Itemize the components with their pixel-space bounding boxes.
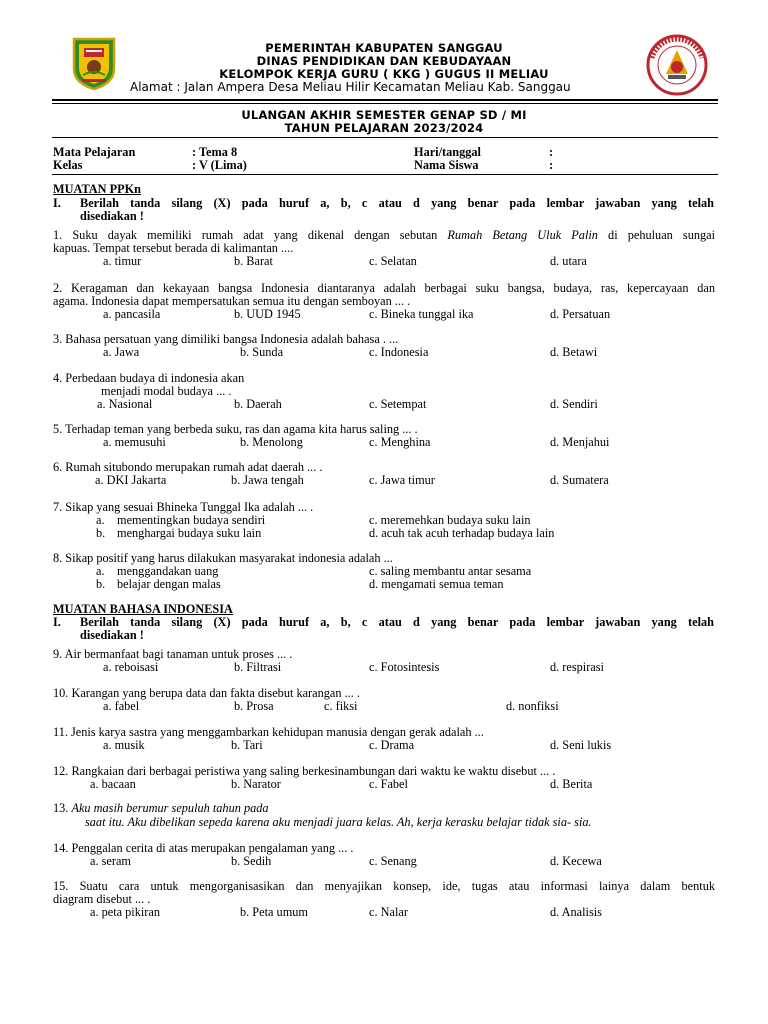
section-bahasa-instruction-cont: disediakan !	[80, 628, 144, 642]
question-11: 11. Jenis karya sastra yang menggambarkan kehidupan manusia dengan gerak adalah ...	[53, 725, 484, 739]
question-6-option-b[interactable]: b. Jawa tengah	[231, 473, 304, 487]
letterhead-rule-thick	[52, 99, 718, 101]
question-1-option-c[interactable]: c. Selatan	[369, 254, 417, 268]
question-5-option-d[interactable]: d. Menjahui	[550, 435, 610, 449]
question-13-passage: Aku masih berumur sepuluh tahun pada	[71, 801, 269, 815]
question-4: 4. Perbedaan budaya di indonesia akan	[53, 371, 245, 385]
question-7-option-a[interactable]: mementingkan budaya sendiri	[117, 513, 266, 527]
question-6-option-a[interactable]: a. DKI Jakarta	[95, 473, 167, 487]
date-label: Hari/tanggal	[414, 145, 481, 159]
question-7-option-b-letter: b.	[96, 526, 106, 540]
subject-label: Mata Pelajaran	[53, 145, 136, 159]
question-12-option-b[interactable]: b. Narator	[231, 777, 281, 791]
question-8-option-b[interactable]: belajar dengan malas	[117, 577, 221, 591]
question-7-option-c[interactable]: c. meremehkan budaya suku lain	[369, 513, 531, 527]
question-14: 14. Penggalan cerita di atas merupakan pengalaman yang ... .	[53, 841, 354, 855]
question-3: 3. Bahasa persatuan yang dimiliki bangsa Indonesia adalah bahasa . ...	[53, 332, 399, 346]
question-1-option-d[interactable]: d. utara	[550, 254, 587, 268]
question-1-text: 1. Suku dayak memiliki rumah adat yang dikenal dengan sebutan	[53, 228, 448, 242]
question-9-option-d[interactable]: d. respirasi	[550, 660, 604, 674]
section-ppkn-instruction-cont: disediakan !	[80, 209, 144, 223]
question-12-option-c[interactable]: c. Fabel	[369, 777, 408, 791]
question-8: 8. Sikap positif yang harus dilakukan masyarakat indonesia adalah ...	[53, 551, 393, 565]
section-ppkn-instruction-number: I.	[53, 196, 61, 210]
question-2-text-cont: agama. Indonesia dapat mempersatukan semua itu dengan semboyan ... .	[53, 294, 411, 308]
question-10-option-b[interactable]: b. Prosa	[234, 699, 274, 713]
question-13	[53, 801, 269, 816]
question-4-option-b[interactable]: b. Daerah	[234, 397, 282, 411]
title-rule	[52, 137, 718, 138]
question-11-option-c[interactable]: c. Drama	[369, 738, 415, 752]
question-13-number: 13.	[53, 801, 72, 815]
question-12: 12. Rangkaian dari berbagai peristiwa yang saling berkesinambungan dari waktu ke waktu disebut ... .	[53, 764, 556, 778]
question-3-option-b[interactable]: b. Sunda	[240, 345, 284, 359]
header-line-1: PEMERINTAH KABUPATEN SANGGAU	[265, 41, 503, 55]
subject-value: : Tema 8	[192, 145, 238, 159]
question-8-option-c[interactable]: c. saling membantu antar sesama	[369, 564, 532, 578]
section-ppkn-title: MUATAN PPKn	[53, 182, 142, 196]
question-7-option-a-letter: a.	[96, 513, 105, 527]
question-5-option-b[interactable]: b. Menolong	[240, 435, 303, 449]
section-bahasa-title: MUATAN BAHASA INDONESIA	[53, 602, 233, 616]
question-8-option-a-letter: a.	[96, 564, 105, 578]
student-name-label: Nama Siswa	[414, 158, 479, 172]
student-name-value: :	[549, 158, 554, 172]
question-9-option-b[interactable]: b. Filtrasi	[234, 660, 282, 674]
section-bahasa-instruction: Berilah tanda silang (X) pada huruf a, b, c atau d yang benar pada lembar jawaban yang telah	[80, 615, 714, 629]
question-10-option-a[interactable]: a. fabel	[103, 699, 140, 713]
question-11-option-d[interactable]: d. Seni lukis	[550, 738, 612, 752]
question-12-option-d[interactable]: d. Berita	[550, 777, 593, 791]
question-1-option-b[interactable]: b. Barat	[234, 254, 273, 268]
question-1-text-cont: kapuas. Tempat tersebut berada di kalimantan ....	[53, 241, 294, 255]
question-9-option-a[interactable]: a. reboisasi	[103, 660, 159, 674]
question-15-option-a[interactable]: a. peta pikiran	[90, 905, 160, 919]
question-7-option-b[interactable]: menghargai budaya suku lain	[117, 526, 262, 540]
question-8-option-b-letter: b.	[96, 577, 106, 591]
question-3-option-c[interactable]: c. Indonesia	[369, 345, 429, 359]
question-14-option-c[interactable]: c. Senang	[369, 854, 417, 868]
question-4-option-a[interactable]: a. Nasional	[97, 397, 153, 411]
question-5: 5. Terhadap teman yang berbeda suku, ras dan agama kita harus saling ... .	[53, 422, 418, 436]
question-14-option-d[interactable]: d. Kecewa	[550, 854, 602, 868]
question-14-option-a[interactable]: a. seram	[90, 854, 131, 868]
question-7-option-d[interactable]: d. acuh tak acuh terhadap budaya lain	[369, 526, 555, 540]
exam-title: ULANGAN AKHIR SEMESTER GENAP SD / MI	[241, 108, 527, 122]
question-13-passage-cont: saat itu. Aku dibelikan sepeda karena aku menjadi juara kelas. Ah, kerja kerasku belajar tidak sia- sia.	[85, 815, 592, 829]
header-address: Alamat : Jalan Ampera Desa Meliau Hilir Kecamatan Meliau Kab. Sanggau	[130, 80, 571, 94]
question-11-option-a[interactable]: a. musik	[103, 738, 145, 752]
question-3-option-d[interactable]: d. Betawi	[550, 345, 598, 359]
question-2-option-b[interactable]: b. UUD 1945	[234, 307, 301, 321]
question-1-italic: Rumah Betang Uluk Palin	[447, 228, 598, 242]
header-line-3: KELOMPOK KERJA GURU ( KKG ) GUGUS II MELIAU	[219, 67, 549, 81]
question-10: 10. Karangan yang berupa data dan fakta disebut karangan ... .	[53, 686, 360, 700]
question-4-option-d[interactable]: d. Sendiri	[550, 397, 598, 411]
question-10-option-c[interactable]: c. fiksi	[324, 699, 358, 713]
question-15-text-cont: diagram disebut ... .	[53, 892, 151, 906]
letterhead-rule-thin	[52, 103, 718, 104]
exam-year: TAHUN PELAJARAN 2023/2024	[284, 121, 484, 135]
question-1-text-end: di pehuluan sungai	[597, 228, 716, 242]
question-6: 6. Rumah situbondo merupakan rumah adat daerah ... .	[53, 460, 323, 474]
question-8-option-d[interactable]: d. mengamati semua teman	[369, 577, 504, 591]
question-8-option-a[interactable]: menggandakan uang	[117, 564, 219, 578]
header-line-2: DINAS PENDIDIKAN DAN KEBUDAYAAN	[256, 54, 512, 68]
question-3-option-a[interactable]: a. Jawa	[103, 345, 140, 359]
question-6-option-d[interactable]: d. Sumatera	[550, 473, 609, 487]
question-10-option-d[interactable]: d. nonfiksi	[506, 699, 559, 713]
question-9: 9. Air bermanfaat bagi tanaman untuk proses ... .	[53, 647, 293, 661]
question-7: 7. Sikap yang sesuai Bhineka Tunggal Ika adalah ... .	[53, 500, 314, 514]
question-15: 15. Suatu cara untuk mengorganisasikan dan menyajikan konsep, ide, tugas atau informasi lainya dalam bentuk	[53, 879, 715, 893]
question-2-option-d[interactable]: d. Persatuan	[550, 307, 611, 321]
question-2-option-a[interactable]: a. pancasila	[103, 307, 161, 321]
question-2-option-c[interactable]: c. Bineka tunggal ika	[369, 307, 474, 321]
question-1-option-a[interactable]: a. timur	[103, 254, 142, 268]
class-label: Kelas	[53, 158, 83, 172]
question-11-option-b[interactable]: b. Tari	[231, 738, 263, 752]
question-5-option-a[interactable]: a. memusuhi	[103, 435, 166, 449]
question-14-option-b[interactable]: b. Sedih	[231, 854, 272, 868]
question-4-text-cont: menjadi modal budaya ... .	[101, 384, 232, 398]
question-9-option-c[interactable]: c. Fotosintesis	[369, 660, 440, 674]
question-15-option-b[interactable]: b. Peta umum	[240, 905, 308, 919]
question-6-option-c[interactable]: c. Jawa timur	[369, 473, 435, 487]
date-value: :	[549, 145, 554, 159]
question-5-option-c[interactable]: c. Menghina	[369, 435, 431, 449]
question-15-option-c[interactable]: c. Nalar	[369, 905, 408, 919]
question-15-option-d[interactable]: d. Analisis	[550, 905, 602, 919]
info-rule	[52, 174, 718, 175]
section-bahasa-instruction-number: I.	[53, 615, 61, 629]
question-12-option-a[interactable]: a. bacaan	[90, 777, 136, 791]
class-value: : V (Lima)	[192, 158, 247, 172]
kkg-logo	[644, 34, 710, 96]
question-2: 2. Keragaman dan kekayaan bangsa Indonesia diantaranya adalah berbagai suku bangsa, budaya, ras, kepercayaan dan	[53, 281, 715, 295]
section-ppkn-instruction: Berilah tanda silang (X) pada huruf a, b, c atau d yang benar pada lembar jawaban yang telah	[80, 196, 714, 210]
question-4-option-c[interactable]: c. Setempat	[369, 397, 427, 411]
